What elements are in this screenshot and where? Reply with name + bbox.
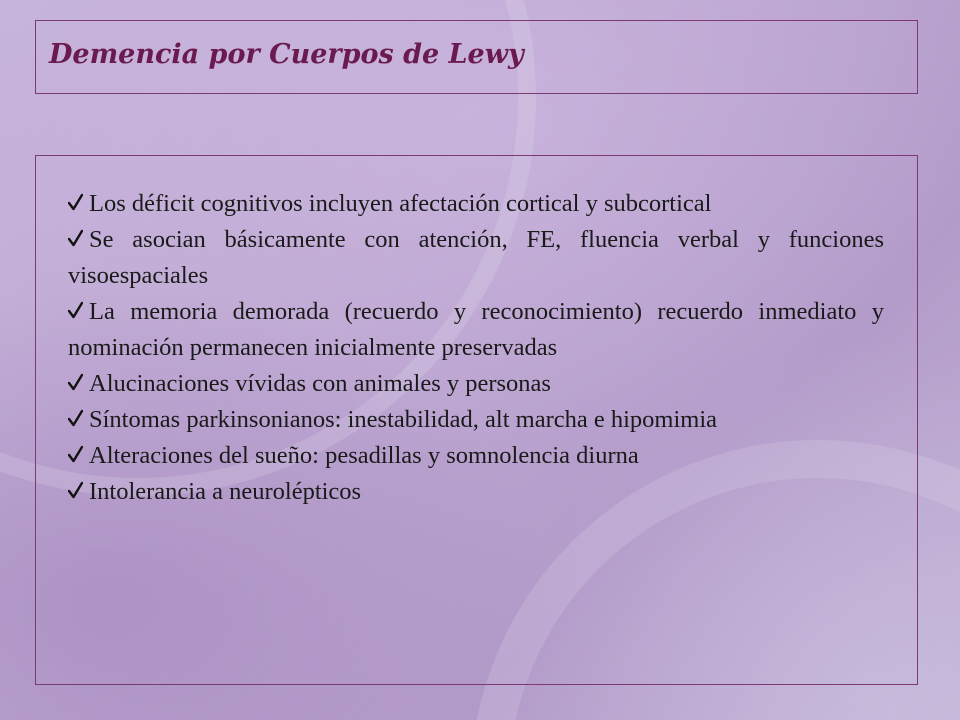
bullet-text: Alucinaciones vívidas con animales y personas [89,370,551,397]
bullet-text: Los déficit cognitivos incluyen afectación cortical y subcortical [89,190,712,217]
bullet-item [68,294,884,366]
bullet-item [68,366,884,402]
checkmark-icon [68,193,83,212]
bullet-item [68,186,884,222]
bullet-text: La memoria demorada (recuerdo y reconocimiento) recuerdo inmediato y nominación permanecen inicialmente preservadas [68,298,884,361]
slide-title: Demencia por Cuerpos de Lewy [49,39,524,70]
bullet-item [68,438,884,474]
bullet-item [68,474,884,510]
checkmark-icon [68,373,83,392]
checkmark-icon [68,445,83,464]
checkmark-icon [68,481,83,500]
bullet-item [68,402,884,438]
bullet-text: Alteraciones del sueño: pesadillas y somnolencia diurna [89,442,639,469]
bullet-text: Se asocian básicamente con atención, FE, fluencia verbal y funciones visoespaciales [68,226,884,289]
checkmark-icon [68,409,83,428]
bullet-text: Síntomas parkinsonianos: inestabilidad, alt marcha e hipomimia [89,406,718,433]
checkmark-icon [68,229,83,248]
bullet-item [68,222,884,294]
checkmark-icon [68,301,83,320]
bullet-list [68,186,884,510]
title-frame [35,20,918,94]
content-frame [35,155,918,685]
bullet-text: Intolerancia a neurolépticos [89,478,362,505]
